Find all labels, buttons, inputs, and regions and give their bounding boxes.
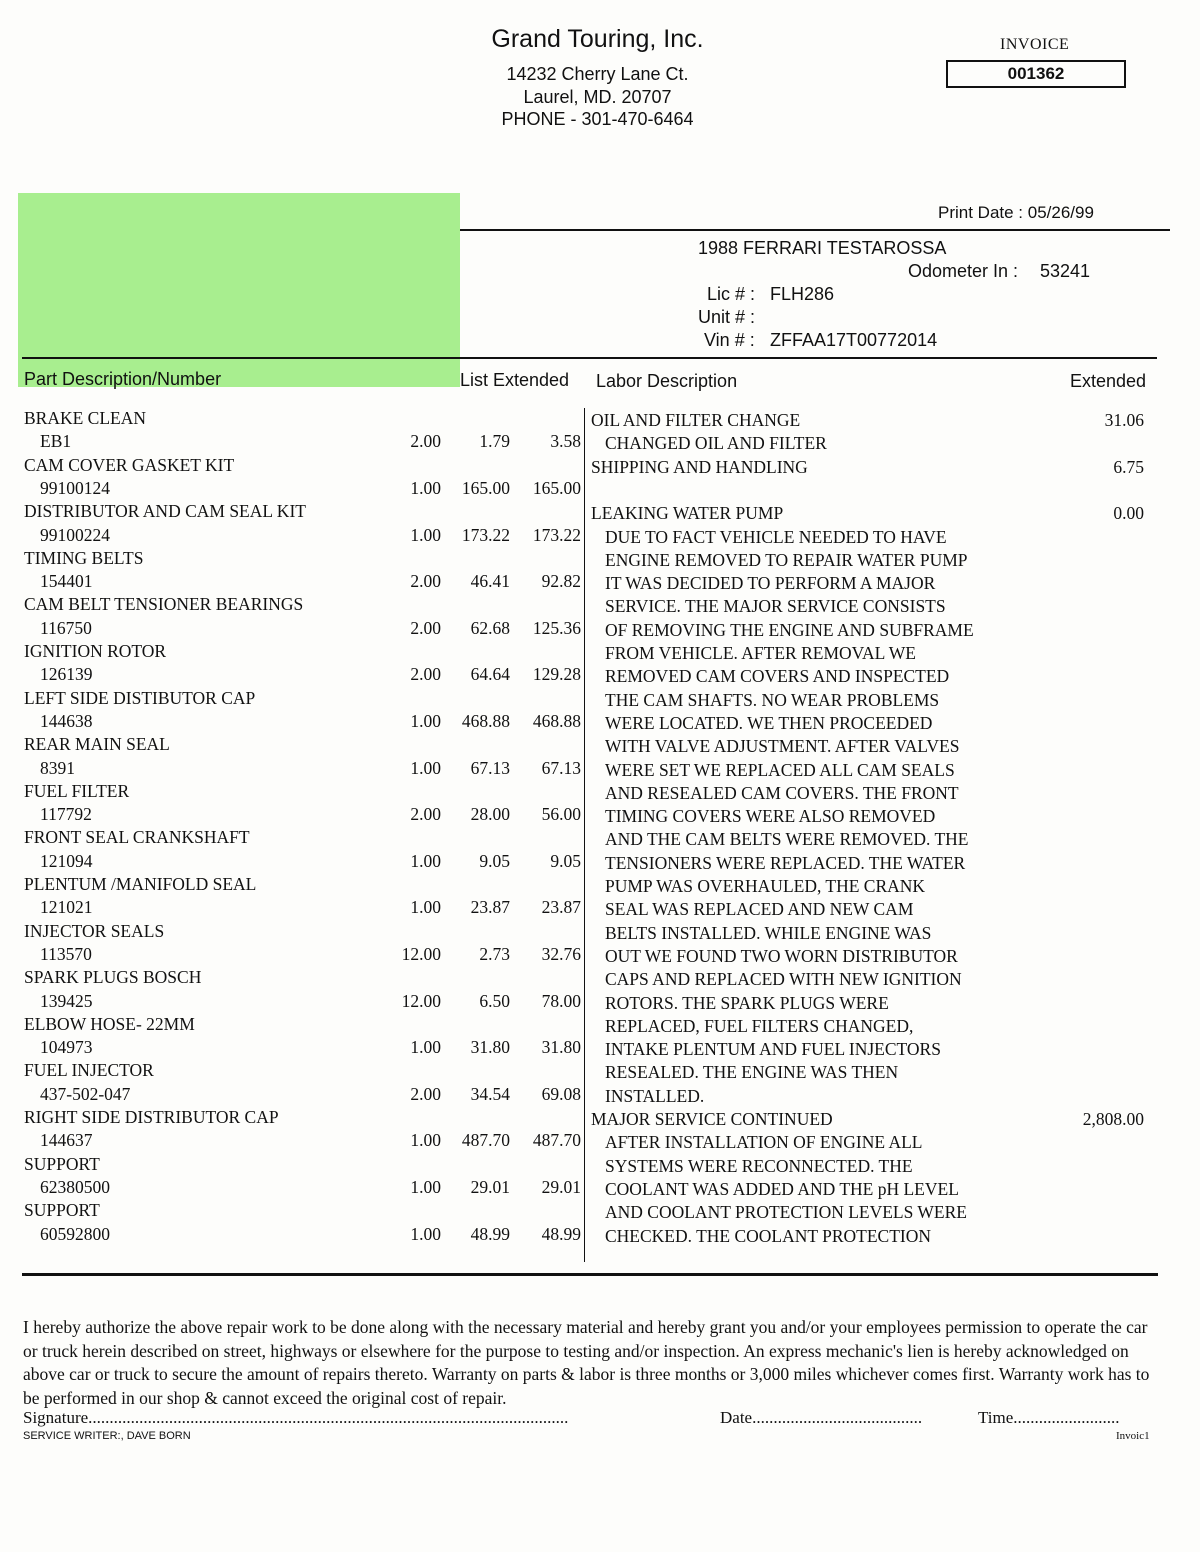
col-extended: Extended	[1070, 371, 1147, 391]
part-quantity: 1.00	[410, 477, 441, 498]
part-number: 121094	[40, 850, 93, 871]
part-description: RIGHT SIDE DISTRIBUTOR CAP	[24, 1107, 279, 1127]
part-quantity: 2.00	[410, 1083, 441, 1104]
labor-detail-line: WERE SET WE REPLACED ALL CAM SEALS	[605, 759, 955, 780]
labor-detail-line: OF REMOVING THE ENGINE AND SUBFRAME	[605, 619, 974, 640]
part-description: ELBOW HOSE- 22MM	[24, 1013, 195, 1034]
labor-item-title: LEAKING WATER PUMP	[591, 503, 784, 524]
print-date: Print Date : 05/26/99	[938, 203, 1094, 222]
part-quantity: 1.00	[410, 850, 441, 871]
part-number: 144638	[40, 710, 93, 731]
labor-item-title: OIL AND FILTER CHANGE	[591, 410, 801, 430]
labor-detail-line: REPLACED, FUEL FILTERS CHANGED,	[605, 1015, 914, 1036]
part-description: IGNITION ROTOR	[24, 641, 167, 661]
labor-detail-line: AFTER INSTALLATION OF ENGINE ALL	[605, 1132, 923, 1153]
labor-detail-line: CHANGED OIL AND FILTER	[605, 433, 827, 454]
lic-label: Lic # :	[707, 284, 756, 304]
part-number: 99100124	[40, 477, 110, 498]
part-extended-price: 9.05	[550, 850, 581, 871]
part-list-price: 31.80	[470, 1037, 510, 1058]
part-number: 8391	[40, 757, 75, 778]
labor-item-title: SHIPPING AND HANDLING	[591, 456, 808, 477]
part-extended-price: 48.99	[541, 1223, 581, 1244]
part-quantity: 1.00	[410, 524, 441, 545]
part-quantity: 1.00	[410, 1176, 441, 1197]
part-quantity: 12.00	[401, 943, 441, 964]
labor-detail-line: TIMING COVERS WERE ALSO REMOVED	[605, 806, 936, 827]
labor-detail-line: COOLANT WAS ADDED AND THE pH LEVEL	[605, 1178, 959, 1199]
part-number: 154401	[40, 571, 93, 592]
footer-tag: Invoic1	[1116, 1430, 1150, 1442]
part-description: FRONT SEAL CRANKSHAFT	[24, 827, 250, 848]
part-description: FUEL INJECTOR	[24, 1060, 154, 1081]
part-list-price: 2.73	[479, 943, 510, 964]
col-list-extended: List Extended	[460, 370, 570, 390]
part-quantity: 2.00	[410, 804, 441, 825]
part-quantity: 1.00	[410, 1223, 441, 1244]
unit-label: Unit # :	[698, 307, 756, 327]
part-list-price: 9.05	[479, 850, 510, 871]
labor-item-title: MAJOR SERVICE CONTINUED	[591, 1109, 833, 1129]
part-quantity: 1.00	[410, 1037, 441, 1058]
part-list-price: 29.01	[470, 1176, 510, 1197]
labor-detail-line: THE CAM SHAFTS. NO WEAR PROBLEMS	[605, 689, 940, 710]
authorization-terms: I hereby authorize the above repair work to be done along with the necessary material and hereby grant you and/or your employees permission to operate the car or truck herein described on street, highways or elsewhere for the purpose to testing and/or inspection. An express mechanic's lien is hereby acknowledged on above car or truck to secure the amount of repairs thereto. Warranty on parts & labor is three months or 3,000 miles whichever comes first. Warranty work has to be performed in our shop & cannot exceed the original cost of repair.	[23, 1317, 1150, 1408]
part-description: DISTRIBUTOR AND CAM SEAL KIT	[24, 501, 306, 522]
labor-amount: 31.06	[1104, 410, 1144, 430]
labor-detail-line: ROTORS. THE SPARK PLUGS WERE	[605, 992, 889, 1013]
labor-detail-line: SEAL WAS REPLACED AND NEW CAM	[605, 899, 914, 920]
part-number: 139425	[40, 990, 93, 1011]
labor-detail-line: PUMP WAS OVERHAULED, THE CRANK	[605, 876, 926, 896]
odometer-label: Odometer In :	[908, 261, 1019, 281]
part-extended-price: 67.13	[541, 757, 581, 778]
part-quantity: 1.00	[410, 897, 441, 918]
part-quantity: 1.00	[410, 710, 441, 731]
part-list-price: 487.70	[461, 1130, 510, 1151]
company-name: Grand Touring, Inc.	[491, 25, 704, 53]
part-quantity: 12.00	[401, 990, 441, 1011]
labor-detail-line: REMOVED CAM COVERS AND INSPECTED	[605, 666, 950, 687]
column-header-rule	[22, 357, 1157, 359]
part-quantity: 2.00	[410, 664, 441, 685]
part-extended-price: 165.00	[532, 477, 581, 498]
part-quantity: 2.00	[410, 571, 441, 592]
labor-detail-line: DUE TO FACT VEHICLE NEEDED TO HAVE	[605, 526, 947, 547]
part-list-price: 173.22	[461, 524, 510, 545]
part-description: SUPPORT	[24, 1153, 100, 1174]
labor-detail-line: BELTS INSTALLED. WHILE ENGINE WAS	[605, 922, 932, 943]
part-list-price: 48.99	[470, 1223, 510, 1244]
date-line[interactable]: Date........................................	[720, 1408, 923, 1427]
vehicle-description: 1988 FERRARI TESTAROSSA	[698, 238, 947, 258]
part-number: 117792	[40, 804, 92, 825]
part-list-price: 23.87	[470, 897, 510, 918]
company-phone: PHONE - 301-470-6464	[501, 109, 694, 129]
part-quantity: 1.00	[410, 1130, 441, 1151]
labor-detail-line: OUT WE FOUND TWO WORN DISTRIBUTOR	[605, 945, 958, 966]
part-extended-price: 487.70	[532, 1130, 581, 1151]
labor-amount: 0.00	[1113, 503, 1144, 524]
labor-detail-line: AND COOLANT PROTECTION LEVELS WERE	[605, 1202, 967, 1223]
part-number: 62380500	[40, 1176, 110, 1197]
col-labor-description: Labor Description	[596, 371, 738, 391]
part-number: EB1	[40, 431, 72, 452]
part-extended-price: 173.22	[532, 524, 581, 545]
part-description: CAM BELT TENSIONER BEARINGS	[24, 594, 304, 615]
part-list-price: 64.64	[470, 664, 510, 685]
part-extended-price: 78.00	[541, 990, 581, 1011]
labor-detail-line: CAPS AND REPLACED WITH NEW IGNITION	[605, 969, 962, 990]
labor-detail-line: RESEALED. THE ENGINE WAS THEN	[605, 1062, 899, 1083]
part-extended-price: 31.80	[541, 1037, 581, 1058]
odometer-value: 53241	[1040, 261, 1091, 281]
labor-amount: 6.75	[1113, 456, 1144, 477]
part-list-price: 28.00	[470, 804, 510, 825]
time-line[interactable]: Time.........................	[978, 1408, 1120, 1427]
part-extended-price: 32.76	[541, 943, 581, 964]
part-number: 126139	[40, 664, 93, 685]
part-extended-price: 129.28	[532, 664, 581, 685]
service-writer: SERVICE WRITER:, DAVE BORN	[23, 1430, 191, 1442]
labor-detail-line: AND THE CAM BELTS WERE REMOVED. THE	[605, 829, 969, 850]
labor-detail-line: ENGINE REMOVED TO REPAIR WATER PUMP	[605, 549, 968, 570]
part-description: SUPPORT	[24, 1200, 100, 1221]
part-description: LEFT SIDE DISTIBUTOR CAP	[24, 687, 256, 708]
labor-detail-line: AND RESEALED CAM COVERS. THE FRONT	[605, 782, 959, 803]
part-description: BRAKE CLEAN	[24, 408, 147, 428]
part-number: 99100224	[40, 524, 110, 545]
part-description: CAM COVER GASKET KIT	[24, 454, 235, 475]
part-number: 116750	[40, 617, 92, 638]
invoice-label: INVOICE	[1000, 36, 1070, 53]
part-extended-price: 3.58	[550, 431, 581, 452]
part-list-price: 165.00	[461, 477, 510, 498]
labor-detail-line: FROM VEHICLE. AFTER REMOVAL WE	[605, 643, 916, 663]
labor-detail-line: SYSTEMS WERE RECONNECTED. THE	[605, 1155, 913, 1176]
part-extended-price: 23.87	[541, 897, 581, 918]
vin-label: Vin # :	[704, 330, 755, 350]
part-number: 60592800	[40, 1223, 110, 1244]
part-list-price: 34.54	[470, 1083, 510, 1104]
part-list-price: 468.88	[461, 710, 510, 731]
column-divider	[584, 408, 585, 1262]
labor-detail-line: TENSIONERS WERE REPLACED. THE WATER	[605, 852, 966, 873]
labor-detail-line: INTAKE PLENTUM AND FUEL INJECTORS	[605, 1039, 941, 1060]
part-description: REAR MAIN SEAL	[24, 734, 170, 755]
part-list-price: 67.13	[470, 757, 510, 778]
part-extended-price: 468.88	[532, 710, 581, 731]
part-number: 104973	[40, 1037, 93, 1058]
part-extended-price: 125.36	[532, 617, 581, 638]
part-quantity: 2.00	[410, 431, 441, 452]
company-address-line1: 14232 Cherry Lane Ct.	[506, 64, 689, 84]
part-quantity: 1.00	[410, 757, 441, 778]
part-list-price: 6.50	[479, 990, 510, 1011]
part-number: 437-502-047	[40, 1083, 131, 1104]
labor-detail-line: CHECKED. THE COOLANT PROTECTION	[605, 1225, 932, 1246]
labor-detail-line: WERE LOCATED. WE THEN PROCEEDED	[605, 712, 933, 733]
part-number: 121021	[40, 897, 93, 918]
invoice-number: 001362	[946, 60, 1126, 88]
part-extended-price: 29.01	[541, 1176, 581, 1197]
part-extended-price: 56.00	[541, 804, 581, 825]
part-description: PLENTUM /MANIFOLD SEAL	[24, 874, 257, 894]
labor-amount: 2,808.00	[1082, 1109, 1144, 1129]
lic-value: FLH286	[770, 284, 835, 304]
labor-detail-line: INSTALLED.	[605, 1085, 705, 1106]
company-address-line2: Laurel, MD. 20707	[523, 87, 672, 107]
vin-value: ZFFAA17T00772014	[770, 330, 938, 350]
part-description: FUEL FILTER	[24, 780, 130, 801]
part-list-price: 1.79	[479, 431, 510, 452]
part-extended-price: 92.82	[541, 571, 581, 592]
part-list-price: 62.68	[470, 617, 510, 638]
part-list-price: 46.41	[470, 571, 510, 592]
labor-detail-line: WITH VALVE ADJUSTMENT. AFTER VALVES	[605, 736, 960, 757]
part-number: 144637	[40, 1130, 93, 1151]
part-description: INJECTOR SEALS	[24, 920, 165, 941]
part-description: SPARK PLUGS BOSCH	[24, 967, 202, 988]
col-part-description: Part Description/Number	[24, 369, 222, 389]
part-quantity: 2.00	[410, 617, 441, 638]
footer-rule	[22, 1273, 1158, 1276]
labor-detail-line: IT WAS DECIDED TO PERFORM A MAJOR	[605, 573, 936, 594]
part-number: 113570	[40, 943, 92, 964]
labor-detail-line: SERVICE. THE MAJOR SERVICE CONSISTS	[605, 596, 946, 617]
part-description: TIMING BELTS	[24, 547, 144, 568]
signature-line[interactable]: Signature.................................................................................................................	[23, 1408, 569, 1427]
part-extended-price: 69.08	[541, 1083, 581, 1104]
